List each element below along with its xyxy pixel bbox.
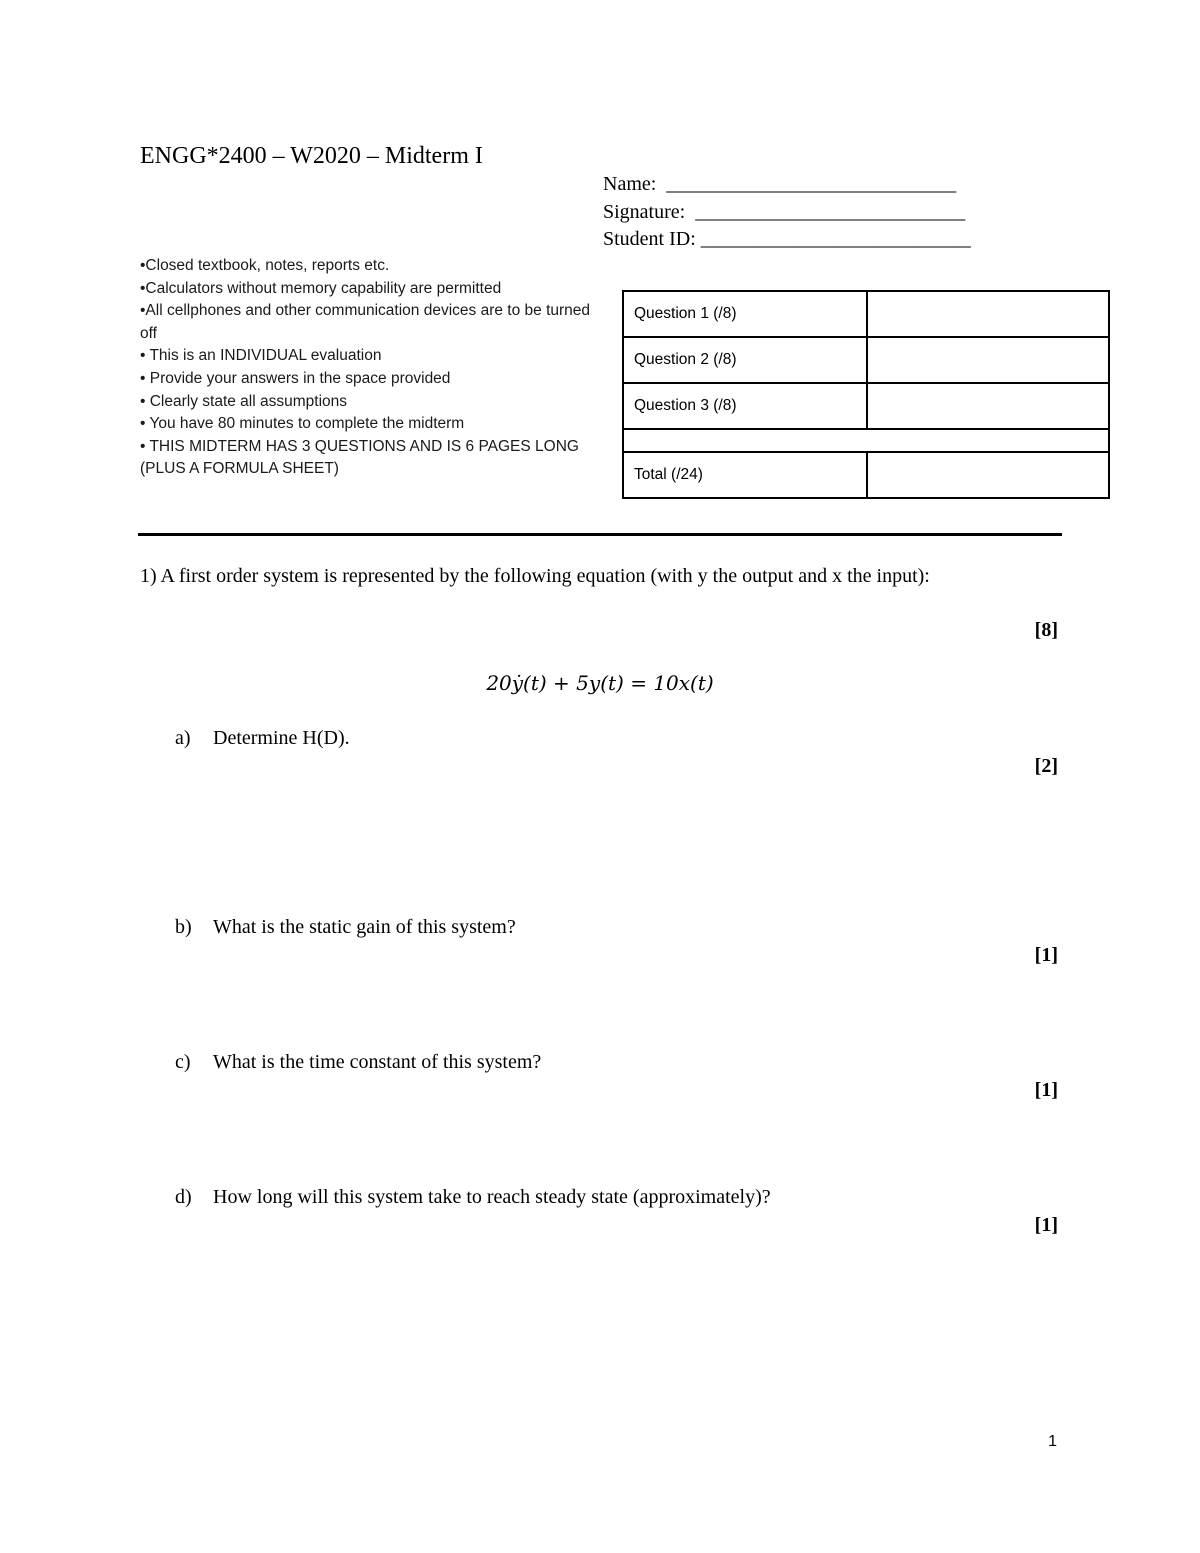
grade-label-total: Total (/24) (623, 452, 867, 498)
question-1-text: 1) A first order system is represented by the following equation (with y the output and x the input): (140, 565, 930, 587)
signature-field[interactable]: Signature: ___________________________ (603, 201, 966, 223)
instruction-item: • THIS MIDTERM HAS 3 QUESTIONS AND IS 6 PAGES LONG (PLUS A FORMULA SHEET) (140, 437, 579, 478)
part-a-text: Determine H(D). (213, 727, 350, 749)
question-1-equation: 20ẏ(t) + 5y(t) = 10x(t) (486, 671, 714, 695)
grade-table (622, 290, 1110, 499)
instruction-item: •All cellphones and other communication devices are to be turned off (140, 302, 591, 342)
grade-cell-q3[interactable] (867, 383, 1109, 429)
grade-label-q3: Question 3 (/8) (623, 383, 867, 429)
instruction-item: • Provide your answers in the space provided (140, 369, 451, 387)
table-row (623, 452, 1109, 498)
exam-title: ENGG*2400 – W2020 – Midterm I (140, 143, 483, 169)
part-b-text: What is the static gain of this system? (213, 916, 516, 938)
instruction-item: • Clearly state all assumptions (140, 392, 348, 410)
part-c-marks: [1] (1034, 1079, 1058, 1101)
question-1-marks: [8] (1034, 619, 1058, 641)
part-b (175, 916, 516, 939)
table-spacer-row (623, 429, 1109, 452)
part-c (175, 1051, 541, 1074)
part-d-text: How long will this system take to reach steady state (approximately)? (213, 1186, 771, 1208)
instructions-list (140, 255, 610, 481)
spacer-cell (623, 429, 1109, 452)
table-row (623, 337, 1109, 383)
page-number: 1 (1048, 1433, 1057, 1450)
grade-cell-total[interactable] (867, 452, 1109, 498)
grade-cell-q1[interactable] (867, 291, 1109, 337)
part-c-text: What is the time constant of this system? (213, 1051, 542, 1073)
grade-cell-q2[interactable] (867, 337, 1109, 383)
part-a-marks: [2] (1034, 755, 1058, 777)
student-id-field[interactable]: Student ID: ___________________________ (603, 228, 971, 250)
instruction-item: • This is an INDIVIDUAL evaluation (140, 347, 382, 365)
part-d (175, 1186, 771, 1209)
part-d-letter: d) (175, 1186, 192, 1208)
part-b-letter: b) (175, 916, 192, 938)
name-field[interactable]: Name: _____________________________ (603, 173, 957, 195)
part-c-letter: c) (175, 1051, 191, 1073)
part-b-marks: [1] (1034, 944, 1058, 966)
grade-label-q2: Question 2 (/8) (623, 337, 867, 383)
table-row (623, 383, 1109, 429)
instruction-item: • You have 80 minutes to complete the midterm (140, 415, 465, 433)
part-a (175, 727, 350, 750)
table-row (623, 291, 1109, 337)
section-divider (138, 533, 1062, 536)
part-a-letter: a) (175, 727, 191, 749)
part-d-marks: [1] (1034, 1214, 1058, 1236)
instruction-item: •Closed textbook, notes, reports etc. (140, 257, 390, 274)
grade-label-q1: Question 1 (/8) (623, 291, 867, 337)
instruction-item: •Calculators without memory capability are permitted (140, 279, 502, 297)
